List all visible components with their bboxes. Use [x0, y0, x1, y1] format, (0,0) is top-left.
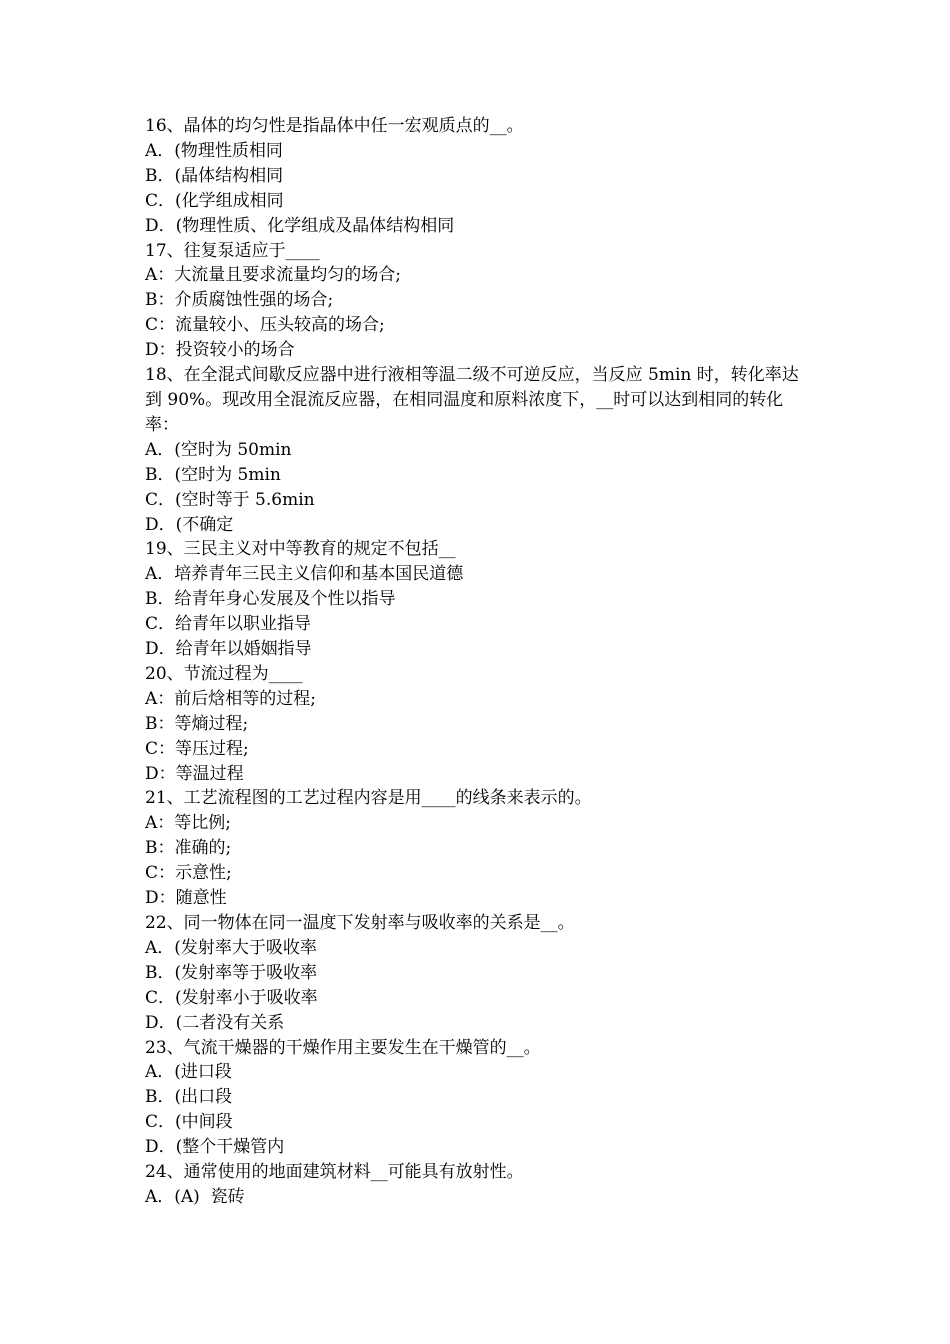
question-21 — [145, 786, 815, 911]
question-text: 16、晶体的均匀性是指晶体中任一宏观质点的__。 — [145, 116, 524, 136]
option-b: B．(空时为 5min — [145, 464, 281, 485]
option-a: A．(进口段 — [145, 1062, 232, 1083]
option-c: C：流量较小、压头较高的场合; — [145, 315, 385, 336]
option-d: D：等温过程 — [145, 763, 244, 784]
option-c: C．(化学组成相同 — [145, 190, 284, 211]
question-19 — [145, 537, 815, 662]
question-17 — [145, 239, 815, 364]
option-a: A：等比例; — [145, 813, 232, 834]
option-c: C．(空时等于 5.6min — [145, 489, 315, 510]
question-23 — [145, 1036, 815, 1161]
question-text: 20、节流过程为____ — [145, 663, 303, 684]
question-20 — [145, 662, 815, 787]
document-page — [145, 114, 815, 1210]
option-c: C．给青年以职业指导 — [145, 614, 312, 635]
question-22 — [145, 911, 815, 1036]
option-d: D．(不确定 — [145, 514, 234, 535]
option-b: B．给青年身心发展及个性以指导 — [145, 589, 396, 610]
option-d: D．(二者没有关系 — [145, 1012, 285, 1033]
option-c: C：等压过程; — [145, 738, 249, 759]
option-b: B．(出口段 — [145, 1087, 233, 1108]
option-b: B：介质腐蚀性强的场合; — [145, 290, 334, 311]
question-18 — [145, 363, 815, 537]
option-d: D：投资较小的场合 — [145, 340, 295, 361]
option-a: A．(空时为 50min — [145, 439, 292, 460]
option-a: A：大流量且要求流量均匀的场合; — [145, 265, 402, 286]
option-c: C．(发射率小于吸收率 — [145, 987, 318, 1008]
option-d: D．(物理性质、化学组成及晶体结构相同 — [145, 215, 455, 236]
option-b: B．(晶体结构相同 — [145, 165, 284, 186]
question-16 — [145, 114, 815, 239]
option-a: A．(发射率大于吸收率 — [145, 937, 317, 958]
option-a: A．培养青年三民主义信仰和基本国民道德 — [145, 564, 464, 585]
question-text: 23、气流干燥器的干燥作用主要发生在干燥管的__。 — [145, 1037, 541, 1058]
option-a: A：前后焓相等的过程; — [145, 688, 317, 709]
option-b: B：等熵过程; — [145, 713, 249, 734]
option-a: A．(A) 瓷砖 — [145, 1186, 245, 1207]
question-24 — [145, 1160, 815, 1210]
question-text: 18、在全混式间歇反应器中进行液相等温二级不可逆反应，当反应 5min 时，转化率达到 90%。现改用全混流反应器，在相同温度和原料浓度下，__时可以达到相同的转化率： — [145, 365, 799, 435]
option-b: B．(发射率等于吸收率 — [145, 962, 318, 983]
question-text: 24、通常使用的地面建筑材料__可能具有放射性。 — [145, 1162, 524, 1183]
question-text: 21、工艺流程图的工艺过程内容是用____的线条来表示的。 — [145, 788, 592, 809]
option-d: D：随意性 — [145, 888, 227, 909]
option-c: C．(中间段 — [145, 1112, 233, 1133]
option-d: D．(整个干燥管内 — [145, 1137, 285, 1158]
option-a: A．(物理性质相同 — [145, 140, 283, 161]
question-text: 17、往复泵适应于____ — [145, 240, 320, 261]
option-b: B：准确的; — [145, 838, 232, 859]
option-c: C：示意性; — [145, 863, 232, 884]
question-text: 22、同一物体在同一温度下发射率与吸收率的关系是__。 — [145, 913, 575, 933]
question-text: 19、三民主义对中等教育的规定不包括__ — [145, 539, 456, 560]
option-d: D．给青年以婚姻指导 — [145, 639, 312, 660]
